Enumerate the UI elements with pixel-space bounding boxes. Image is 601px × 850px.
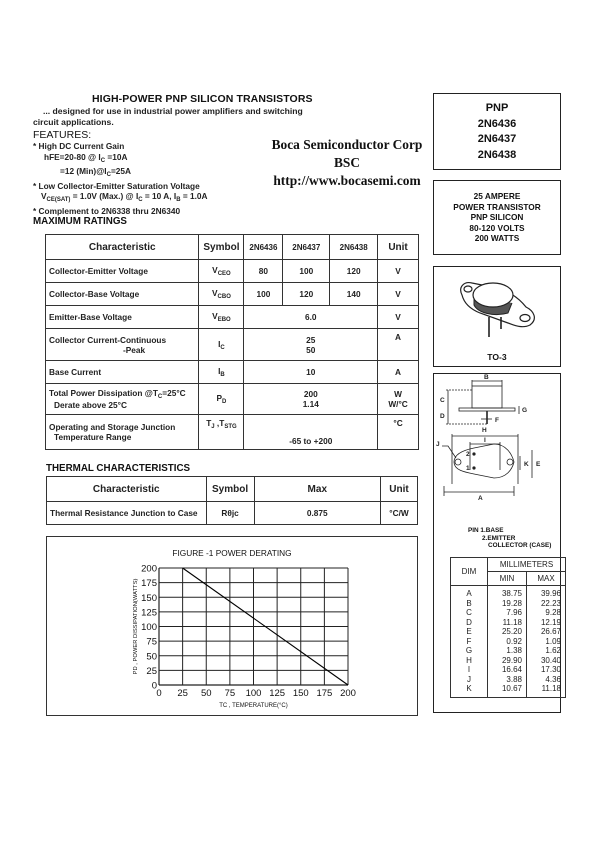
package-box [433,266,561,367]
table-row [46,361,419,384]
svg-text:D: D [440,413,445,420]
cell-symbol: $T_J$ $,T_{STG}$ [199,415,244,450]
svg-text:B: B [484,374,489,381]
intro-line-1: ... designed for use in industrial power amplifiers and switching [43,106,303,116]
cell-dim: B [451,599,488,609]
svg-text:100: 100 [245,688,262,699]
col-header: Max [254,477,381,502]
table-row [451,637,566,647]
features-heading: FEATURES: [33,129,92,141]
cell-unit: A [378,329,419,361]
cell-min: 11.18 [488,618,527,628]
cell-min: 10.67 [488,684,527,697]
description-box [433,180,561,255]
desc-line: 80-120 VOLTS [469,222,525,233]
cell-value: 80 [244,260,283,283]
cell-max: 4.36 [527,675,566,685]
mm-header: MILLIMETERS [488,558,566,572]
cell-symbol: $I_B$ [199,361,244,384]
table-row [451,627,566,637]
table-row [451,684,566,697]
cell-min: 0.92 [488,637,527,647]
cell-min: 19.28 [488,599,527,609]
svg-text:C: C [440,397,445,404]
cell-value: 100 [283,260,330,283]
cell-unit: °C [378,415,419,450]
svg-text:E: E [536,461,541,468]
cell-max: 26.67 [527,627,566,637]
feature-2: * Low Collector-Emitter Saturation Voltage [33,180,200,191]
svg-text:100: 100 [141,622,157,633]
cell-value: 120 [283,283,330,306]
cell-dim: F [451,637,488,647]
cell-symbol: $I_C$ [199,329,244,361]
cell-unit: W W/°C [378,384,419,415]
feature-1b: =12 $(Min)@I_C=25A$ [60,166,132,179]
max-ratings-table [45,234,419,450]
feature-1: * High DC Current Gain [33,141,125,151]
svg-text:0: 0 [151,680,157,692]
svg-text:0: 0 [156,688,162,699]
company-abbr: BSC [333,155,361,170]
part-number: 2N6436 [477,117,517,130]
svg-text:125: 125 [269,688,286,699]
svg-text:200: 200 [141,563,157,575]
cell-symbol: $V_{CBO}$ [199,283,244,306]
table-row [451,656,566,666]
cell-max: 12.19 [527,618,566,628]
svg-text:A: A [478,495,483,502]
part-number: 2N6438 [477,148,517,161]
cell-unit: V [378,260,419,283]
cell-max: 30.40 [527,656,566,666]
cell-characteristic: Thermal Resistance Junction to Case [47,502,207,525]
cell-characteristic: Collector-Emitter Voltage [46,260,199,283]
company-url[interactable]: http://www.bocasemi.com [273,173,421,188]
cell-symbol: $V_{EBO}$ [199,306,244,329]
thermal-table [46,476,418,525]
svg-text:TC , TEMPERATURE(°C): TC , TEMPERATURE(°C) [219,703,288,709]
cell-value: 6.0 [244,306,378,329]
cell-unit: A [378,361,419,384]
cell-symbol: Rθjc [206,502,254,525]
svg-text:G: G [522,407,528,414]
svg-text:PD , POWER DISSIPATION(WATTS): PD , POWER DISSIPATION(WATTS) [133,578,139,675]
svg-text:125: 125 [141,607,157,619]
cell-min: 3.88 [488,675,527,685]
table-row [47,502,418,525]
svg-text:25: 25 [177,688,188,699]
svg-text:F: F [495,417,499,424]
dim-header: DIM [451,558,488,586]
cell-characteristic: Base Current [46,361,199,384]
pin-line: PIN 1.BASE [468,527,504,534]
table-row [451,599,566,609]
cell-characteristic: Collector Current-Continuous -Peak [46,329,199,361]
cell-symbol: $P_D$ [199,384,244,415]
document-title: HIGH-POWER PNP SILICON TRANSISTORS [92,93,313,105]
svg-text:J: J [436,441,440,448]
cell-value: 140 [330,283,378,306]
cell-value: 0.875 [254,502,381,525]
desc-line: POWER TRANSISTOR [453,201,541,212]
max-ratings-heading: MAXIMUM RATINGS [33,216,127,227]
cell-min: 25.20 [488,627,527,637]
cell-dim: E [451,627,488,637]
col-header: Symbol [206,477,254,502]
cell-min: 38.75 [488,586,527,599]
table-row [46,415,419,450]
cell-unit: V [378,306,419,329]
cell-max: 1.09 [527,637,566,647]
cell-max: 22.23 [527,599,566,609]
table-row [451,646,566,656]
cell-dim: C [451,608,488,618]
svg-text:K: K [524,461,529,468]
max-header: MAX [527,572,566,586]
svg-text:I: I [484,437,486,444]
features-list [33,141,208,217]
svg-text:150: 150 [292,688,309,699]
col-header: Symbol [199,235,244,260]
svg-text:150: 150 [141,592,157,604]
table-row [451,618,566,628]
cell-characteristic: Total Power Dissipation $@T_C=25^\circ C$ Derate above 25°C [46,384,199,415]
svg-text:50: 50 [200,688,212,699]
cell-characteristic: Operating and Storage Junction Temperature Range [46,415,199,450]
table-row [46,329,419,361]
svg-text:H: H [482,427,487,434]
desc-line: PNP SILICON [470,212,524,223]
cell-dim: A [451,586,488,599]
to3-package-icon [434,267,560,349]
cell-value: 120 [330,260,378,283]
col-header: 2N6436 [244,235,283,260]
cell-dim: H [451,656,488,666]
svg-text:25: 25 [146,665,157,677]
svg-text:2: 2 [466,451,470,458]
table-row [451,675,566,685]
cell-value: 25 50 [244,329,378,361]
cell-characteristic: Collector-Base Voltage [46,283,199,306]
table-row [46,260,419,283]
cell-value: 100 [244,283,283,306]
cell-dim: D [451,618,488,628]
col-header: Characteristic [47,477,207,502]
cell-max: 11.18 [527,684,566,697]
table-row [46,306,419,329]
company-name: Boca Semiconductor Corp [271,137,423,152]
polarity-label: PNP [485,102,509,114]
table-row [451,665,566,675]
dimensions-table [450,557,566,698]
desc-line: 200 WATTS [474,233,520,244]
desc-line: 25 AMPERE [473,191,521,201]
table-row [451,586,566,599]
cell-value: -65 to +200 [244,415,378,450]
part-number: 2N6437 [477,133,517,145]
cell-characteristic: Emitter-Base Voltage [46,306,199,329]
cell-symbol: $V_{CEO}$ [199,260,244,283]
cell-max: 17.30 [527,665,566,675]
feature-1a: hFE=20-80 @ $I_C =10A$ [44,151,128,164]
cell-unit: °C/W [381,502,418,525]
package-label: TO-3 [487,352,507,362]
cell-dim: J [451,675,488,685]
cell-min: 16.64 [488,665,527,675]
cell-value: 10 [244,361,378,384]
cell-max: 1.62 [527,646,566,656]
table-row [46,283,419,306]
col-header: 2N6437 [283,235,330,260]
outline-drawing-icon [434,374,560,524]
intro-text [33,106,363,128]
svg-text:50: 50 [146,651,157,663]
pin-line: 2.EMITTER [482,534,516,542]
pin-line: COLLECTOR (CASE) [488,542,552,550]
company-block [262,136,432,190]
svg-text:175: 175 [141,578,157,590]
feature-3: * Complement to 2N6338 thru 2N6340 [33,205,181,216]
table-row [451,608,566,618]
pin-legend [468,527,551,550]
col-header: Characteristic [46,235,199,260]
cell-dim: I [451,665,488,675]
col-header: 2N6438 [330,235,378,260]
min-header: MIN [488,572,527,586]
cell-dim: G [451,646,488,656]
cell-min: 29.90 [488,656,527,666]
feature-2a: $V_{CE(SAT)} = 1.0V$ (Max.) @ $I_C = 10$ A, $I_B = 1.0A$ [41,191,208,204]
col-header: Unit [381,477,418,502]
thermal-heading: THERMAL CHARACTERISTICS [46,463,191,474]
power-derating-chart [47,537,417,715]
svg-text:1: 1 [466,465,470,472]
cell-min: 1.38 [488,646,527,656]
cell-dim: K [451,684,488,697]
intro-line-2: circuit applications. [33,117,114,127]
svg-text:75: 75 [224,688,236,699]
col-header: Unit [378,235,419,260]
cell-value: 200 1.14 [244,384,378,415]
svg-text:75: 75 [146,636,157,648]
figure-title: FIGURE -1 POWER DERATING [172,548,292,558]
cell-max: 39.96 [527,586,566,599]
svg-text:175: 175 [316,688,333,699]
cell-max: 9.28 [527,608,566,618]
part-number-box [433,93,561,170]
cell-unit: V [378,283,419,306]
cell-min: 7.96 [488,608,527,618]
table-row [46,384,419,415]
power-derating-figure [46,536,418,716]
svg-text:200: 200 [340,688,356,699]
